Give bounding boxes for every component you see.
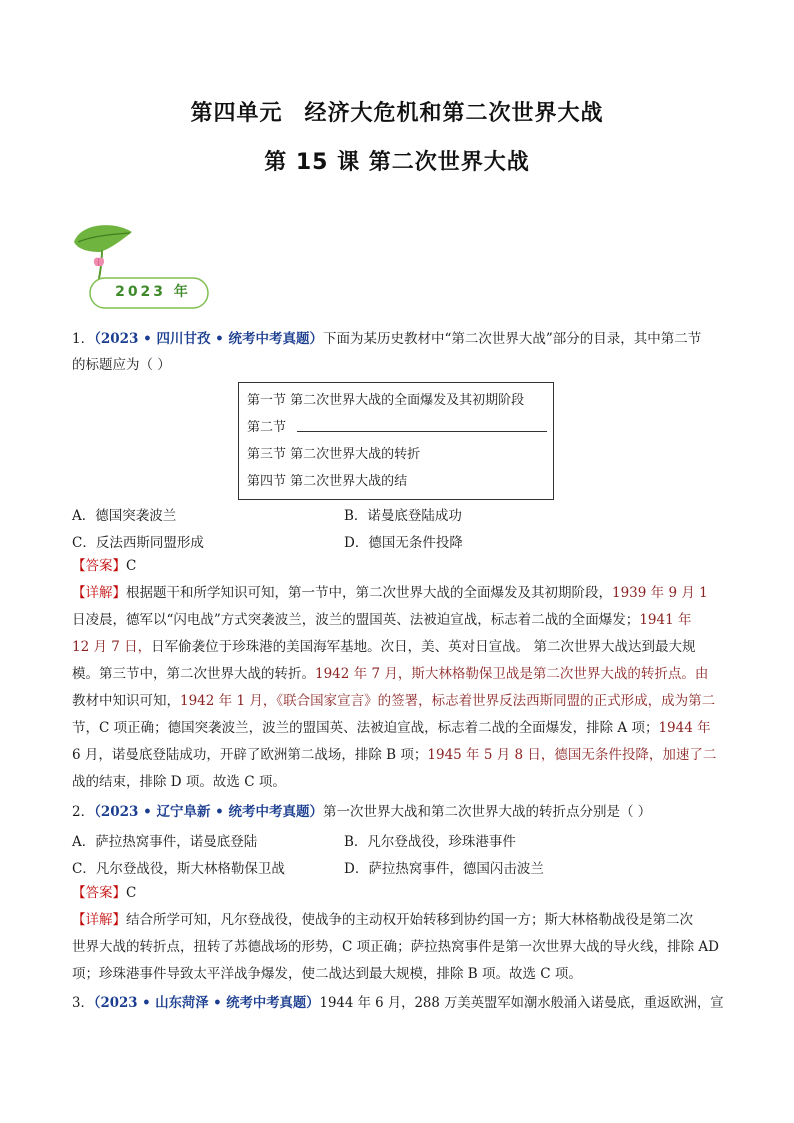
lesson-title: 第 15 课 第二次世界大战	[264, 150, 530, 175]
q2-option-d: D．萨拉热窝事件，德国闪击波兰	[344, 861, 544, 877]
q1-detail-line: 12 月 7 日，日军偷袭位于珍珠港的美国海军基地。次日，美、英对日宣战。 第二次世界大战达到最大规	[72, 639, 696, 655]
unit-name: 经济大危机和第二次世界大战	[304, 101, 604, 126]
q1-detail-line: 教材中知识可知，1942 年 1 月，《联合国家宣言》的签署，标志着世界反法西斯同盟的正式形成，成为第二	[72, 693, 716, 709]
q2-detail-line: 世界大战的转折点，扭转了苏德战场的形势，C 项正确；萨拉热窝事件是第一次世界大战的导火线，排除 AD	[72, 939, 719, 955]
q1-source: （2023 • 四川甘孜 • 统考中考真题）	[94, 331, 323, 347]
q2-option-b: B．凡尔登战役，珍珠港事件	[344, 834, 516, 850]
q1-option-d: D．德国无条件投降	[344, 535, 463, 551]
q1-toc-box	[238, 382, 554, 500]
q1-option-a: A．德国突袭波兰	[72, 508, 177, 524]
q1-option-c: C．反法西斯同盟形成	[72, 535, 204, 551]
unit-title	[0, 96, 794, 127]
q1-option-b: B．诺曼底登陆成功	[344, 508, 462, 524]
q3-stem: 3．（2023 • 山东菏泽 • 统考中考真题）1944 年 6 月，288 万美英盟军如潮水般涌入诺曼底，重返欧洲，宣	[72, 995, 724, 1011]
toc-row: 第三节 第二次世界大战的转折	[247, 447, 421, 462]
q2-option-a: A．萨拉热窝事件，诺曼底登陆	[72, 834, 258, 850]
q2-detail-line: 项；珍珠港事件导致太平洋战争爆发，使二战达到最大规模，排除 B 项。故选 C 项。	[72, 966, 582, 982]
q1-detail-line: 6 月，诺曼底登陆成功，开辟了欧洲第二战场，排除 B 项；1945 年 5 月 8 日，德国无条件投降，加速了二	[72, 747, 717, 763]
q2-source: （2023 • 辽宁阜新 • 统考中考真题）	[94, 804, 323, 820]
q2-detail-line: 【详解】结合所学可知，凡尔登战役，使战争的主动权开始转移到协约国一方；斯大林格勒战役是第二次	[72, 912, 693, 928]
toc-row: 第二节	[247, 420, 287, 435]
toc-row: 第一节 第二次世界大战的全面爆发及其初期阶段	[247, 393, 525, 408]
year-label: 2023 年	[115, 284, 191, 300]
q2-option-c: C．凡尔登战役，斯大林格勒保卫战	[72, 861, 285, 877]
q2-stem: 2．（2023 • 辽宁阜新 • 统考中考真题）第一次世界大战和第二次世界大战的转折点分别是（ ）	[72, 804, 652, 820]
q1-detail-line: 【详解】根据题干和所学知识可知，第一节中，第二次世界大战的全面爆发及其初期阶段，1939 年 9 月 1	[72, 585, 708, 601]
q3-source: （2023 • 山东菏泽 • 统考中考真题）	[93, 995, 320, 1011]
toc-row: 第四节 第二次世界大战的结	[247, 474, 408, 489]
toc-blank-line	[297, 431, 547, 432]
q1-stem-line2: 的标题应为（ ）	[72, 357, 171, 373]
q1-stem-line1: 1．（2023 • 四川甘孜 • 统考中考真题）下面为某历史教材中“第二次世界大战”部分的目录，其中第二节	[72, 331, 702, 347]
q1-answer: 【答案】C	[72, 558, 137, 574]
unit-number: 第四单元	[190, 101, 283, 126]
q1-detail-line: 节，C 项正确；德国突袭波兰，波兰的盟国英、法被迫宣战，标志着二战的全面爆发，排除 A 项；1944 年	[72, 720, 711, 736]
q2-answer: 【答案】C	[72, 885, 137, 901]
q1-detail-line: 战的结束，排除 D 项。故选 C 项。	[72, 774, 286, 790]
year-badge	[72, 222, 212, 312]
q1-detail-line: 日凌晨，德军以“闪电战”方式突袭波兰，波兰的盟国英、法被迫宣战，标志着二战的全面爆发；1941 年	[72, 612, 692, 628]
q1-detail-line: 模。第三节中，第二次世界大战的转折。1942 年 7 月，斯大林格勒保卫战是第二次世界大战的转折点。由	[72, 666, 709, 682]
